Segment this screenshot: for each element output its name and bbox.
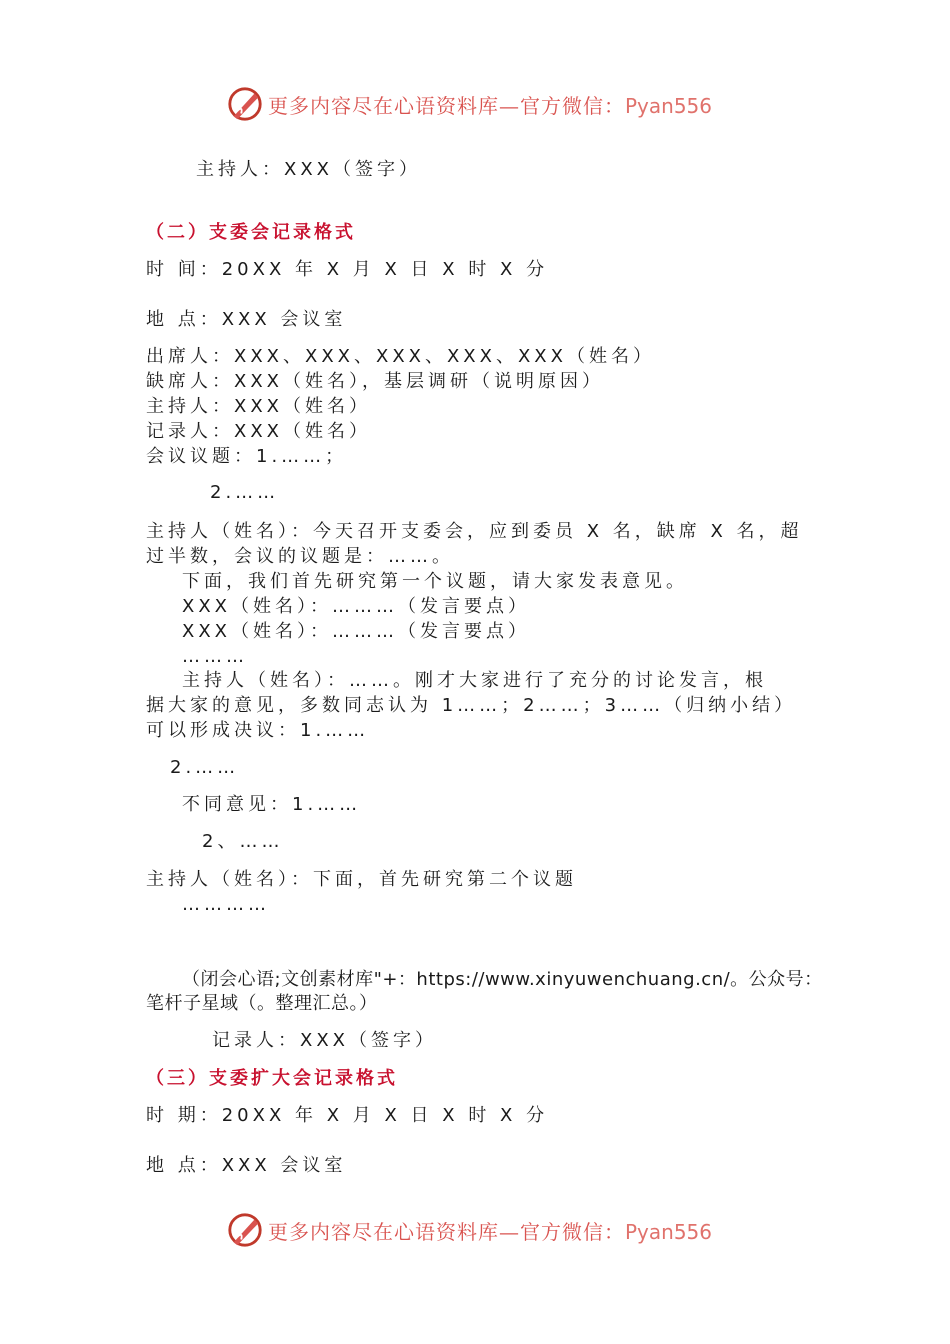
banner-text: 更多内容尽在心语资料库—官方微信：Pyan556 <box>268 1219 713 1244</box>
expanded-meeting-time: 时 期：20XX 年 X 月 X 日 X 时 X 分 <box>146 1105 549 1126</box>
speaker-1: XXX（姓名）：………（发言要点） <box>182 596 530 617</box>
speaker-2: XXX（姓名）：………（发言要点） <box>182 621 530 642</box>
host-summary-1: 主持人（姓名）：……。刚才大家进行了充分的讨论发言，根 <box>182 670 767 691</box>
wechat-id: Pyan556 <box>625 1219 713 1244</box>
section-heading-3: （三）支委扩大会记录格式 <box>146 1068 398 1089</box>
speaker-ellipsis: ……… <box>182 646 248 667</box>
dissent-1: 不同意见：1.…… <box>182 794 362 815</box>
watermark-note-1: （闭会心语;文创素材库"+：https://www.xinyuwenchuang.cn/。公众号： <box>182 969 823 990</box>
host-summary-2: 据大家的意见，多数同志认为 1……；2……；3……（归纳小结） <box>146 695 797 716</box>
pen-logo-icon <box>226 1211 264 1249</box>
resolution-2: 2.…… <box>170 757 240 778</box>
attendees: 出席人：XXX、XXX、XXX、XXX、XXX（姓名） <box>146 346 655 367</box>
dissent-2: 2、…… <box>202 831 284 852</box>
section-heading-2: （二）支委会记录格式 <box>146 222 356 243</box>
host-opening-2: 过半数，会议的议题是：……。 <box>146 546 454 567</box>
footer-banner <box>226 1210 712 1250</box>
meeting-time: 时 间：20XX 年 X 月 X 日 X 时 X 分 <box>146 259 549 280</box>
recorder: 记录人：XXX（姓名） <box>146 421 371 442</box>
host-signature: 主持人：XXX（签字） <box>196 159 421 180</box>
wechat-id: Pyan556 <box>625 93 713 118</box>
header-banner <box>226 84 712 124</box>
first-topic-intro: 下面，我们首先研究第一个议题，请大家发表意见。 <box>182 571 688 592</box>
pen-logo-icon <box>226 85 264 123</box>
host-opening-1: 主持人（姓名）：今天召开支委会，应到委员 X 名，缺席 X 名，超 <box>146 521 803 542</box>
host: 主持人：XXX（姓名） <box>146 396 371 417</box>
agenda-item-2: 2.…… <box>210 482 280 503</box>
banner-text: 更多内容尽在心语资料库—官方微信：Pyan556 <box>268 93 713 118</box>
expanded-meeting-place: 地 点：XXX 会议室 <box>146 1155 347 1176</box>
watermark-note-2: 笔杆子星域（。整理汇总。） <box>146 993 378 1014</box>
absentees: 缺席人：XXX（姓名），基层调研（说明原因） <box>146 371 604 392</box>
second-topic-ellipsis: ………… <box>182 894 270 915</box>
meeting-place: 地 点：XXX 会议室 <box>146 309 347 330</box>
second-topic-intro: 主持人（姓名）：下面，首先研究第二个议题 <box>146 869 577 890</box>
resolution-1: 可以形成决议：1.…… <box>146 720 370 741</box>
recorder-signature: 记录人：XXX（签字） <box>212 1030 437 1051</box>
agenda-item-1: 会议议题：1.……； <box>146 446 348 467</box>
